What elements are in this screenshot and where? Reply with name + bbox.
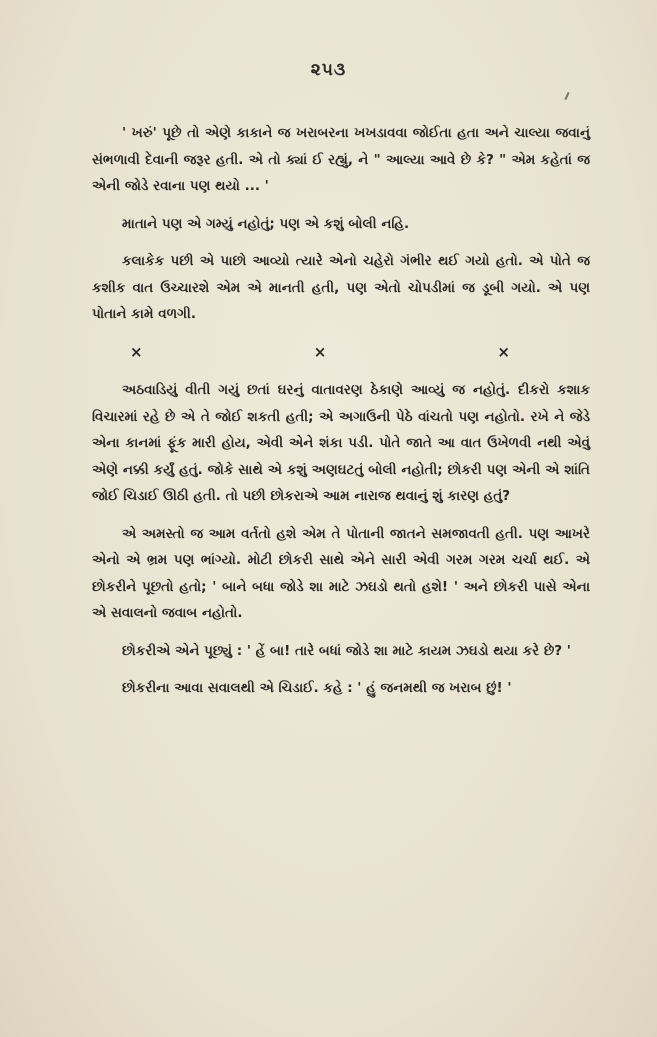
paragraph-3: કલાકેક પછી એ પાછો આવ્યો ત્યારે એનો ચહેરો ગંભીર થઈ ગયો હતો. એ પોતે જ કશીક વાત ઉચ્ચારશે એમ એ માનતી હતી, પણ એતો ચોપડીમાં જ ડૂબી ગયો. એ પણ પોતાને કામે વળગી.	[92, 253, 590, 322]
separator-mark: ×	[313, 342, 327, 361]
paragraph-6: છોકરીએ એને પૂછ્યું : ' હેં બા! તારે બધાં જોડે શા માટે કાયમ ઝઘડો થયા કરે છે? '	[122, 642, 571, 659]
paragraph-1: ' ખરું' પૂછે તો એણે કાકાને જ ખરાબરના ખખડાવવા જોઈતા હતા અને ચાલ્યા જવાનું સંભળાવી દેવાની જરૂર હતી. એ તો ક્યાં ઈ રહ્યું, ને " આલ્યા આવે છે કે? " એમ કહેતાં જ એની જોડે રવાના પણ થયો ... '	[92, 125, 590, 194]
paragraph-2: માતાને પણ એ ગમ્યું નહોતું; પણ એ કશું બોલી નહિ.	[122, 215, 410, 232]
ink-mark	[564, 92, 569, 100]
paragraph-4: અઠવાડિયું વીતી ગયું છતાં ઘરનું વાતાવરણ ઠેકાણે આવ્યું જ નહોતું. દીકરો કશાક વિચારમાં રહે છે એ તે જોઈ શકતી હતી; એ અગાઉની પેઠે વાંચતો પણ નહોતો. રખે ને જેડે એના કાનમાં ફૂંક મારી હોય, એવી એને શંકા પડી. પોતે જાતે આ વાત ઉખેળવી નથી એવું એણે નક્કી કર્યું હતું. જોકે સાથે એ કશું અણઘટતું બોલી નહોતી; છોકરી પણ એની એ શાંતિ જોઈ ચિડાઈ ઊઠી હતી. તો પછી છોકરાએ આમ નારાજ થવાનું શું કારણ હતું?	[92, 382, 590, 504]
page-number: ૨૫૩	[310, 60, 347, 80]
separator-mark: ×	[497, 342, 510, 361]
section-separator	[130, 339, 510, 366]
separator-mark: ×	[130, 342, 143, 361]
paragraph-5: એ અમસ્તો જ આમ વર્તતો હશે એમ તે પોતાની જાતને સમજાવતી હતી. પણ આખરે એનો એ ભ્રમ પણ ભાંગ્યો. મોટી છોકરી સાથે એને સારી એવી ગરમ ગરમ ચર્ચા થઈ. એ છોકરીને પૂછતો હતો; ' બાને બધા જોડે શા માટે ઝઘડો થતો હશે! ' અને છોકરી પાસે એના એ સવાલનો જવાબ નહોતો.	[92, 525, 590, 621]
body-text	[92, 120, 590, 713]
paragraph-7: છોકરીના આવા સવાલથી એ ચિડાઈ. કહે : ' હું જનમથી જ ખરાબ છું! '	[122, 680, 512, 696]
